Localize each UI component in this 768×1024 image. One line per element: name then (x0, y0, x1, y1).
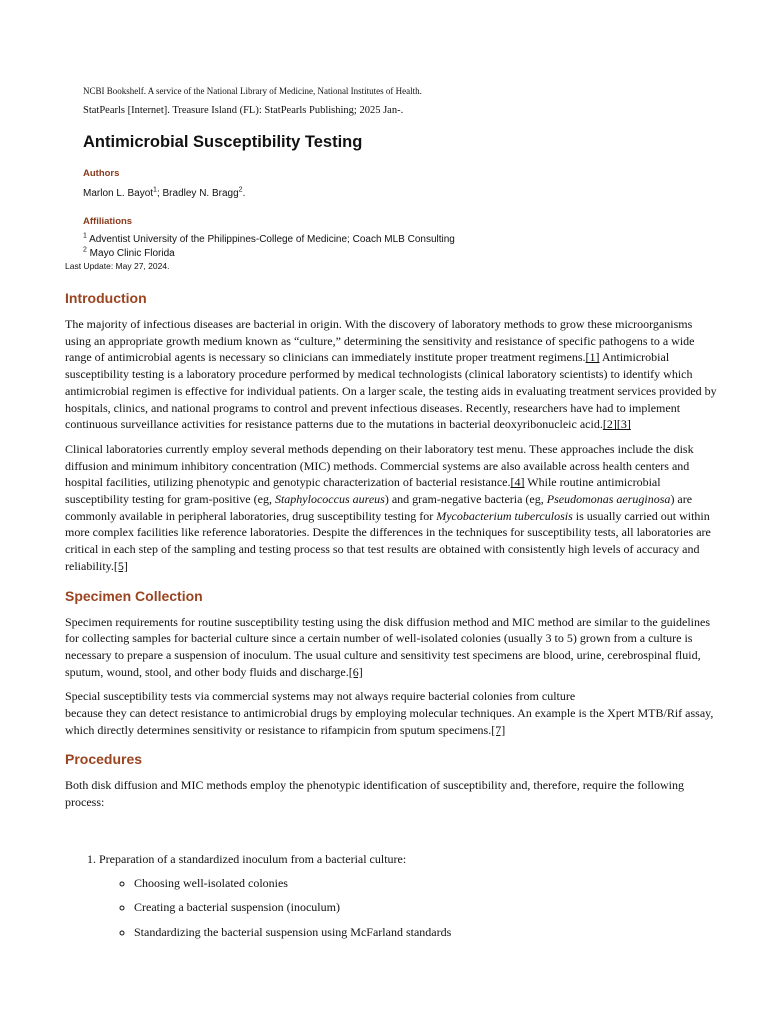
reference-link[interactable]: [1] (585, 350, 600, 365)
list-item: ◦ Choosing well-isolated colonies (134, 875, 721, 891)
list-item: ◦ Creating a bacterial suspension (inoculum) (134, 899, 721, 915)
last-update: Last Update: May 27, 2024. (65, 261, 170, 271)
author-link-bragg[interactable]: Bradley N. Bragg (162, 188, 239, 199)
affiliation-item: $^1$ Adventist University of the Philippines-College of Medicine; Coach MLB Consulting (83, 232, 455, 245)
reference-link[interactable]: [4] (510, 475, 525, 490)
author-affil-sup: 2 (238, 186, 243, 194)
paragraph: Specimen requirements for routine susceptibility testing using the disk diffusion method and MIC method are similar to the guidelines for collecting samples for bacterial culture since a certain number of well-isolated colonies (usually 3 to 5) grown from a culture is necessary to prepare a suspension of inoculum. The usual culture and sensitivity test specimens are blood, urine, cerebrospinal fluid, sputum, wound, stool, and other body fluids and discharge.[6] (65, 614, 710, 679)
list-item: 1. Preparation of a standardized inoculum from a bacterial culture: ◦ Choosing well-isolated colonies ◦ Creating a bacterial suspension (inoculum) ◦ Standardizing the bacterial suspension using McFarland standards (99, 851, 721, 940)
paragraph: Clinical laboratories currently employ several methods depending on their laboratory test menu. These approaches include the disk diffusion and minimum inhibitory concentration (MIC) methods. Commercial systems are also available across health centers and hospital facilities, utilizing phenotypic and genotypic characterization of bacterial resistance.[4] While routine antimicrobial susceptibility testing for gram-positive (eg, Staphylococcus aureus) and gram-negative bacteria (eg, Pseudomonas aeruginosa) are commonly available in peripheral laboratories, drug susceptibility testing for Mycobacterium tuberculosis is usually carried out within more complex facilities like reference laboratories. Despite the differences in the techniques for susceptibility tests, all laboratories are critical in each step of the sampling and testing process so that test results are obtained with consistently high levels of accuracy and reliability.[5] (65, 441, 711, 573)
authors-line: Marlon L. Bayot$^1$; Bradley N. Bragg$^2$. (83, 186, 246, 199)
reference-link[interactable]: [2] (602, 417, 617, 432)
citation-line: StatPearls [Internet]. Treasure Island (FL): StatPearls Publishing; 2025 Jan-. (83, 105, 404, 116)
article-body (65, 289, 721, 948)
section-procedures (65, 750, 721, 939)
article-header (83, 84, 723, 261)
authors-label: Authors (83, 168, 120, 179)
procedure-steps (65, 851, 721, 940)
paragraph: Special susceptibility tests via commercial systems may not always require bacterial colonies from culture because they can detect resistance to antimicrobial drugs by employing molecular techniques. An example is the Xpert MTB/Rif assay, which directly determines sensitivity or resistance to rifampicin from sputum specimens.[7] (65, 689, 714, 737)
substep-list (99, 875, 721, 940)
paragraph: Both disk diffusion and MIC methods employ the phenotypic identification of susceptibility and, therefore, require the following process: (65, 778, 684, 810)
paragraph: The majority of infectious diseases are bacterial in origin. With the discovery of laboratory methods to grow these microorganisms using an appropriate growth medium known as “culture,” determining the sensitivity and resistance of specific pathogens to a wide range of antimicrobial agents is necessary so clinicians can immediately institute proper treatment regimens.[1] Antimicrobial susceptibility testing is a laboratory procedure performed by medical technologists (clinical laboratory scientists) to identify which antimicrobial regimen is effective for individual patients. On a larger scale, the testing aids in evaluating treatment services provided by hospitals, clinics, and national programs to control and prevent infectious diseases. Recently, researchers have had to implement continuous surveillance activities for resistance patterns due to the mutations in bacterial deoxyribonucleic acid.[2][3] (65, 317, 717, 432)
page-title: Antimicrobial Susceptibility Testing (83, 133, 363, 151)
author-affil-sup: 1 (153, 186, 157, 194)
reference-link[interactable]: [3] (616, 417, 631, 432)
section-specimen-collection (65, 587, 721, 739)
reference-link[interactable]: [7] (491, 722, 506, 737)
author-link-bayot[interactable]: Marlon L. Bayot (83, 188, 154, 199)
affiliations-label: Affiliations (83, 216, 133, 227)
affiliations-list (83, 233, 723, 261)
affiliation-item: $^2$ Mayo Clinic Florida (83, 246, 175, 259)
list-item: ◦ Standardizing the bacterial suspension using McFarland standards (134, 924, 721, 940)
section-heading: Procedures (65, 751, 143, 768)
section-introduction (65, 289, 721, 575)
section-heading: Specimen Collection (65, 587, 203, 604)
bookshelf-notice: NCBI Bookshelf. A service of the National Library of Medicine, National Institutes of Health. (83, 86, 422, 96)
reference-link[interactable]: [5] (113, 558, 128, 573)
reference-link[interactable]: [6] (348, 664, 363, 679)
section-heading: Introduction (65, 290, 147, 306)
